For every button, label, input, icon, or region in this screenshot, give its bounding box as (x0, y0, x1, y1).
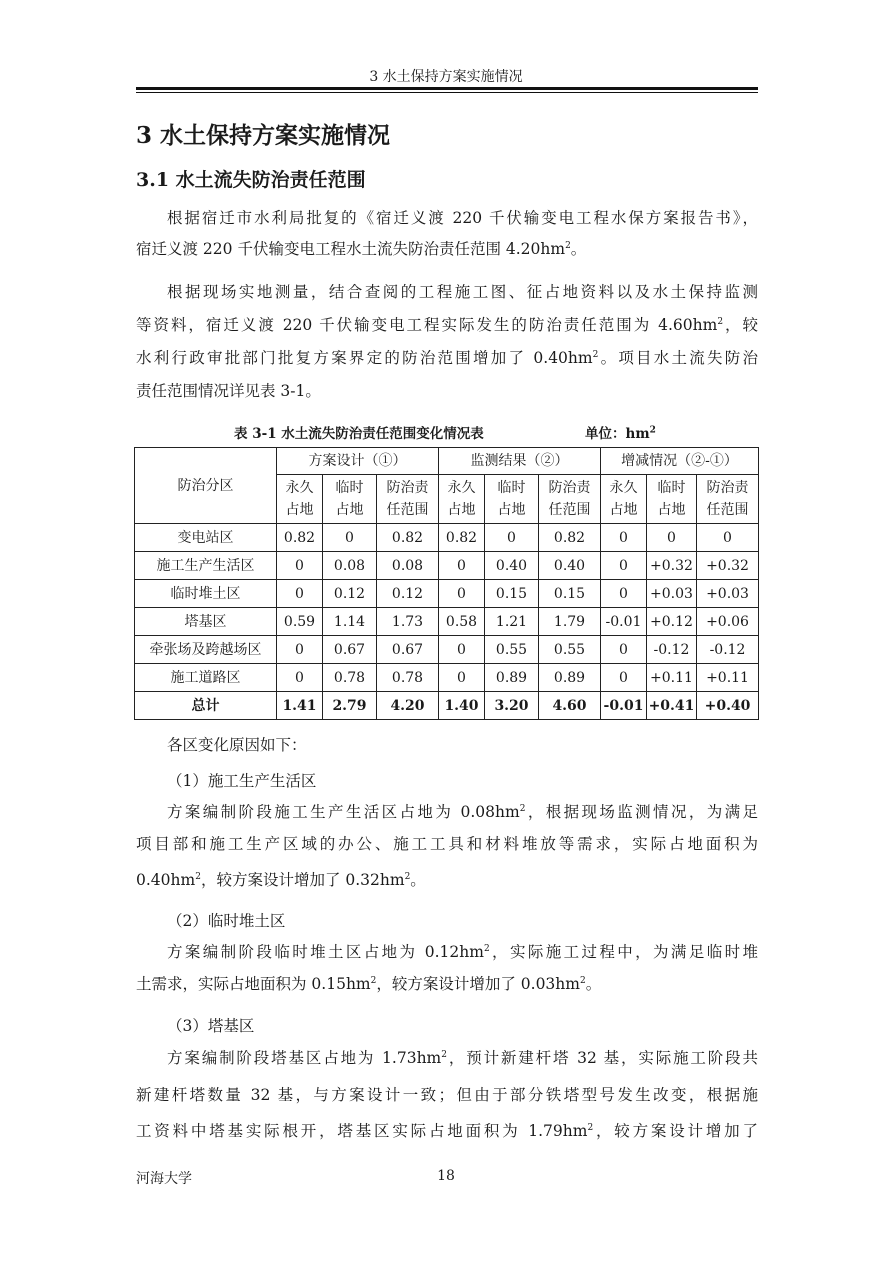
subheader-line-2: 占地 (285, 502, 314, 518)
chapter-title: 3 水土保持方案实施情况 (136, 122, 391, 149)
value-cell: 0.15 (485, 580, 539, 608)
subheader-cell (439, 475, 485, 524)
footer-institution: 河海大学 (136, 1171, 192, 1187)
value-cell: 0 (439, 580, 485, 608)
value-cell: +0.03 (697, 580, 759, 608)
value-cell: +0.12 (647, 608, 697, 636)
value-cell: 0 (485, 524, 539, 552)
value-cell: 0.67 (377, 636, 439, 664)
value-cell: 0.40 (539, 552, 601, 580)
total-value-cell: 1.41 (277, 692, 323, 720)
s3-line1: 方案编制阶段塔基区占地为 $1.73hm^2$，预计新建杆塔 32 基，实际施工阶段共 (167, 1049, 758, 1067)
table-row (135, 580, 759, 608)
value-cell: 1.21 (485, 608, 539, 636)
section-title: 3.1 水土流失防治责任范围 (136, 169, 366, 191)
subheader-line-2: 占地 (497, 502, 526, 518)
header-zone: 防治分区 (135, 448, 277, 524)
subheader-cell (377, 475, 439, 524)
value-cell: 0.78 (377, 664, 439, 692)
reasons-intro: 各区变化原因如下： (167, 736, 307, 754)
subheader-line-1: 永久 (609, 480, 638, 496)
zone-name-cell: 牵张场及跨越场区 (135, 636, 277, 664)
subheader-line-2: 任范围 (386, 502, 429, 518)
value-cell: +0.11 (647, 664, 697, 692)
total-value-cell: 2.79 (323, 692, 377, 720)
subheader-line-2: 占地 (657, 502, 686, 518)
value-cell: 0 (439, 552, 485, 580)
page-number: 18 (437, 1168, 455, 1184)
para1-line1: 根据宿迁市水利局批复的《宿迁义渡 220 千伏输变电工程水保方案报告书》， (167, 209, 758, 227)
value-cell: 0 (277, 664, 323, 692)
para2-line2: 等资料，宿迁义渡 220 千伏输变电工程实际发生的防治责任范围为 $4.60hm^2$，较 (136, 316, 758, 334)
value-cell: -0.12 (697, 636, 759, 664)
subheader-cell (323, 475, 377, 524)
subheader-line-1: 临时 (335, 480, 364, 496)
table-row (135, 608, 759, 636)
zone-name-cell: 临时堆土区 (135, 580, 277, 608)
value-cell: 1.73 (377, 608, 439, 636)
s3-title: （3）塔基区 (167, 1017, 255, 1035)
table-header-row-1 (135, 448, 759, 475)
total-value-cell: 1.40 (439, 692, 485, 720)
value-cell: 0 (323, 524, 377, 552)
para2-line1: 根据现场实地测量，结合查阅的工程施工图、征占地资料以及水土保持监测 (167, 283, 758, 301)
value-cell: 0.82 (439, 524, 485, 552)
value-cell: 0 (601, 552, 647, 580)
responsibility-range-table (134, 447, 759, 720)
value-cell: 0.08 (377, 552, 439, 580)
subheader-line-1: 防治责 (386, 480, 429, 496)
value-cell: 1.14 (323, 608, 377, 636)
subheader-line-1: 临时 (657, 480, 686, 496)
value-cell: 0 (439, 664, 485, 692)
subheader-line-2: 任范围 (548, 502, 591, 518)
value-cell: 0.82 (539, 524, 601, 552)
subheader-cell (539, 475, 601, 524)
value-cell: +0.32 (697, 552, 759, 580)
s3-line3: 工资料中塔基实际根开，塔基区实际占地面积为 $1.79hm^2$，较方案设计增加了 (136, 1122, 758, 1140)
value-cell: +0.32 (647, 552, 697, 580)
subheader-cell (601, 475, 647, 524)
value-cell: +0.03 (647, 580, 697, 608)
subheader-cell (277, 475, 323, 524)
value-cell: 0.15 (539, 580, 601, 608)
subheader-line-1: 防治责 (548, 480, 591, 496)
value-cell: 0.82 (277, 524, 323, 552)
total-value-cell: 4.20 (377, 692, 439, 720)
para2-line3: 水利行政审批部门批复方案界定的防治范围增加了 $0.40hm^2$。项目水土流失防治 (136, 349, 758, 367)
subheader-cell (697, 475, 759, 524)
value-cell: 0.78 (323, 664, 377, 692)
total-value-cell: -0.01 (601, 692, 647, 720)
s2-title: （2）临时堆土区 (167, 912, 286, 930)
value-cell: 1.79 (539, 608, 601, 636)
table-caption: 表 3-1 水土流失防治责任范围变化情况表 (234, 426, 484, 442)
s3-line2: 新建杆塔数量 32 基，与方案设计一致；但由于部分铁塔型号发生改变，根据施 (136, 1086, 758, 1104)
value-cell: 0 (277, 636, 323, 664)
value-cell: 0.12 (377, 580, 439, 608)
value-cell: 0.08 (323, 552, 377, 580)
para2-line4: 责任范围情况详见表 3-1。 (136, 382, 321, 400)
header-group-monitor: 监测结果（②） (439, 448, 601, 475)
header-rule-thin (136, 92, 758, 93)
subheader-line-2: 任范围 (706, 502, 749, 518)
total-value-cell: +0.40 (697, 692, 759, 720)
subheader-cell (647, 475, 697, 524)
table-row (135, 636, 759, 664)
value-cell: 0 (277, 580, 323, 608)
s1-line3: $0.40hm^2$，较方案设计增加了 $0.32hm^2$。 (136, 871, 426, 889)
table-row (135, 552, 759, 580)
value-cell: 0.59 (277, 608, 323, 636)
table-total-row (135, 692, 759, 720)
zone-name-cell: 塔基区 (135, 608, 277, 636)
subheader-line-2: 占地 (609, 502, 638, 518)
total-label-cell: 总计 (135, 692, 277, 720)
total-value-cell: 4.60 (539, 692, 601, 720)
value-cell: 0.55 (539, 636, 601, 664)
value-cell: 0 (601, 524, 647, 552)
header-rule-thick (136, 87, 758, 90)
header-group-plan: 方案设计（①） (277, 448, 439, 475)
total-value-cell: +0.41 (647, 692, 697, 720)
value-cell: 0.89 (485, 664, 539, 692)
value-cell: 0 (601, 664, 647, 692)
value-cell: 0 (647, 524, 697, 552)
table-row (135, 524, 759, 552)
zone-name-cell: 变电站区 (135, 524, 277, 552)
total-value-cell: 3.20 (485, 692, 539, 720)
para1-line2: 宿迁义渡 220 千伏输变电工程水土流失防治责任范围 $4.20hm^2$。 (136, 240, 587, 258)
table-row (135, 664, 759, 692)
s2-line1: 方案编制阶段临时堆土区占地为 $0.12hm^2$，实际施工过程中，为满足临时堆 (167, 943, 758, 961)
value-cell: 0 (601, 636, 647, 664)
zone-name-cell: 施工生产生活区 (135, 552, 277, 580)
header-group-change: 增减情况（②-①） (601, 448, 759, 475)
zone-name-cell: 施工道路区 (135, 664, 277, 692)
s1-title: （1）施工生产生活区 (167, 772, 317, 790)
value-cell: +0.11 (697, 664, 759, 692)
table-unit: 单位：$hm^2$ (585, 425, 656, 442)
s1-line2: 项目部和施工生产区域的办公、施工工具和材料堆放等需求，实际占地面积为 (136, 835, 758, 853)
value-cell: 0 (277, 552, 323, 580)
value-cell: 0.89 (539, 664, 601, 692)
s1-line1: 方案编制阶段施工生产生活区占地为 $0.08hm^2$，根据现场监测情况，为满足 (167, 803, 758, 821)
value-cell: 0.82 (377, 524, 439, 552)
subheader-line-1: 临时 (497, 480, 526, 496)
value-cell: 0.55 (485, 636, 539, 664)
value-cell: 0.12 (323, 580, 377, 608)
subheader-line-1: 防治责 (706, 480, 749, 496)
value-cell: 0.67 (323, 636, 377, 664)
value-cell: 0.58 (439, 608, 485, 636)
value-cell: 0 (439, 636, 485, 664)
value-cell: 0 (601, 580, 647, 608)
s2-line2: 土需求，实际占地面积为 $0.15hm^2$，较方案设计增加了 $0.03hm^2$。 (136, 975, 602, 993)
subheader-line-1: 永久 (285, 480, 314, 496)
subheader-line-2: 占地 (335, 502, 364, 518)
running-header: 3 水土保持方案实施情况 (369, 69, 523, 85)
subheader-line-1: 永久 (447, 480, 476, 496)
value-cell: 0 (697, 524, 759, 552)
value-cell: +0.06 (697, 608, 759, 636)
value-cell: -0.12 (647, 636, 697, 664)
value-cell: -0.01 (601, 608, 647, 636)
subheader-line-2: 占地 (447, 502, 476, 518)
subheader-cell (485, 475, 539, 524)
value-cell: 0.40 (485, 552, 539, 580)
